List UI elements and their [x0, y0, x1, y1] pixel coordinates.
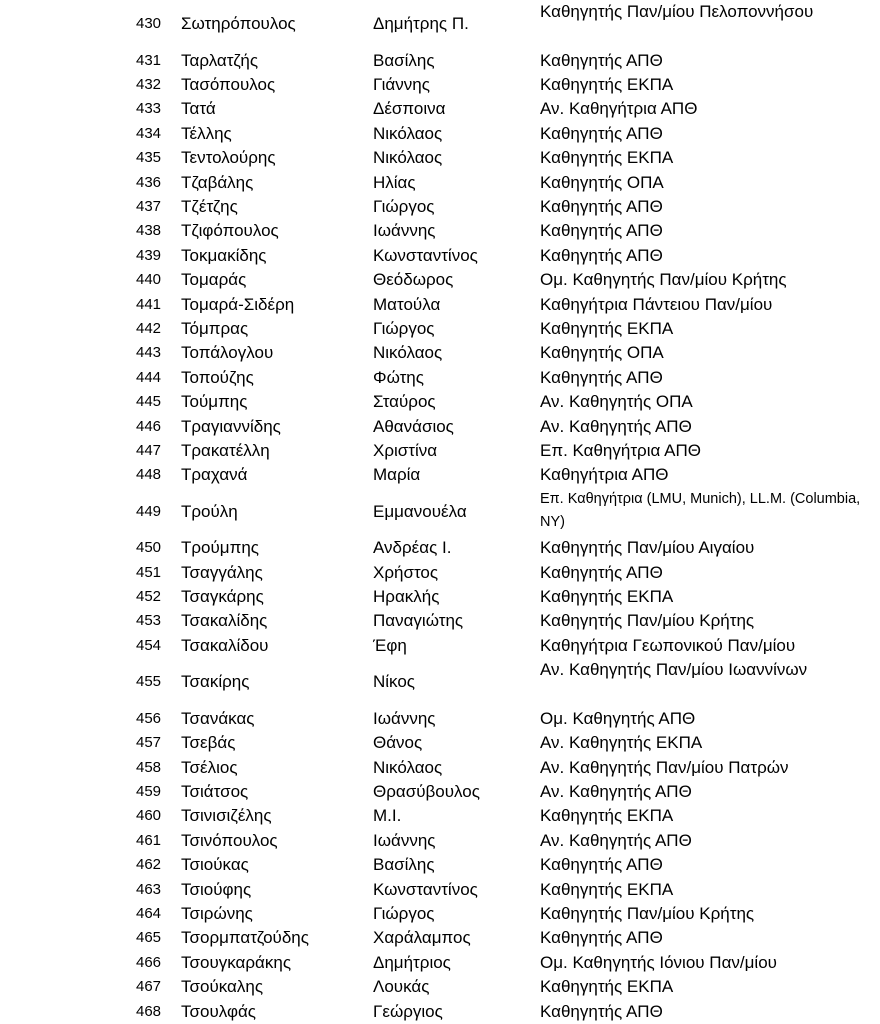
surname: Τσιάτσος: [181, 781, 249, 801]
table-row: [0, 293, 880, 317]
table-row: [0, 244, 880, 268]
surname: Τομαρά-Σιδέρη: [181, 294, 295, 314]
surname: Τσινόπουλος: [181, 830, 278, 850]
given-name: Ανδρέας Ι.: [373, 538, 452, 558]
table-row: [0, 731, 880, 755]
row-number: 441: [136, 295, 162, 313]
academic-title: Καθηγητής ΑΠΘ: [540, 221, 663, 241]
row-number: 435: [136, 149, 162, 167]
surname: Τσινισιζέλης: [181, 806, 272, 826]
given-name: Δημήτριος: [373, 952, 451, 972]
surname: Τσιρώνης: [181, 903, 253, 923]
table-row: [0, 926, 880, 950]
table-row: [0, 146, 880, 170]
given-name: Θεόδωρος: [373, 270, 454, 290]
academic-title: Καθηγητής ΕΚΠΑ: [540, 977, 674, 997]
academic-title: Ομ. Καθηγητής Παν/μίου Κρήτης: [540, 270, 787, 290]
given-name: Χρήστος: [373, 562, 439, 582]
table-row: [0, 366, 880, 390]
table-row: [0, 219, 880, 243]
table-row: [0, 439, 880, 463]
row-number: 443: [136, 344, 162, 362]
row-number: 430: [136, 15, 162, 32]
table-row: [0, 756, 880, 780]
surname: Τασόπουλος: [181, 74, 276, 94]
given-name: Νικόλαος: [373, 148, 443, 168]
row-number: 454: [136, 636, 162, 654]
row-number: 432: [136, 75, 162, 93]
row-number: 463: [136, 880, 162, 898]
row-number: 461: [136, 831, 162, 849]
given-name: Ιωάννης: [373, 221, 436, 241]
surname: Τσακαλίδης: [181, 611, 268, 631]
table-row: [0, 585, 880, 609]
surname: Τρούλη: [181, 501, 238, 521]
row-number: 438: [136, 222, 162, 240]
row-number: 431: [136, 51, 162, 69]
given-name: Βασίλης: [373, 855, 435, 875]
given-name: Βασίλης: [373, 50, 435, 70]
surname: Τρακατέλλη: [181, 440, 270, 460]
academic-title: Καθηγητής ΕΚΠΑ: [540, 148, 674, 168]
academic-title: Καθηγητής ΟΠΑ: [540, 172, 664, 192]
table-row: [0, 804, 880, 828]
given-name: Γιώργος: [373, 903, 435, 923]
academic-title: Αν. Καθηγητής ΕΚΠΑ: [540, 733, 703, 753]
given-name: Φώτης: [373, 367, 424, 387]
academic-title: Καθηγητής Παν/μίου Αιγαίου: [540, 538, 755, 558]
academic-title: Καθηγητής ΑΠΘ: [540, 123, 663, 143]
academic-title: Καθηγητής Παν/μίου Κρήτης: [540, 611, 755, 631]
academic-title: Καθηγητής ΑΠΘ: [540, 1001, 663, 1021]
surname: Τσεβάς: [181, 733, 236, 753]
given-name: Ματούλα: [373, 294, 441, 314]
table-row: [0, 317, 880, 341]
surname: Τσιούφης: [181, 879, 252, 899]
row-number: 434: [136, 124, 162, 142]
row-number: 436: [136, 173, 162, 191]
academic-title: Καθηγητής ΟΠΑ: [540, 343, 664, 363]
row-number: 451: [136, 563, 162, 581]
table-row: [0, 829, 880, 853]
given-name: Εμμανουέλα: [373, 501, 467, 521]
academic-title: Καθηγητής Παν/μίου Κρήτης: [540, 903, 755, 923]
given-name: Θάνος: [373, 733, 423, 753]
surname: Τσορμπατζούδης: [181, 928, 309, 948]
academic-title: Καθηγητής ΑΠΘ: [540, 562, 663, 582]
table-row: [0, 415, 880, 439]
surname: Τσούκαλης: [181, 977, 264, 997]
given-name: Μαρία: [373, 465, 421, 485]
academic-title: Καθηγητής ΕΚΠΑ: [540, 879, 674, 899]
row-number: 467: [136, 978, 162, 996]
academic-title: Αν. Καθηγητής ΑΠΘ: [540, 781, 692, 801]
academic-title: Καθηγητής ΕΚΠΑ: [540, 318, 674, 338]
given-name: Ηρακλής: [373, 587, 440, 606]
given-name: Γεώργιος: [373, 1001, 443, 1021]
academic-title: Αν. Καθηγητής ΑΠΘ: [540, 416, 692, 436]
surname: Τεντολούρης: [181, 148, 276, 168]
given-name: Γιώργος: [373, 196, 435, 216]
table-row: [0, 171, 880, 195]
table-row: [0, 390, 880, 414]
given-name: Χαράλαμπος: [373, 928, 471, 948]
academic-title: Ομ. Καθηγητής Ιόνιου Παν/μίου: [540, 952, 777, 972]
row-number: 442: [136, 319, 162, 337]
given-name: Νίκος: [373, 672, 415, 692]
row-number: 460: [136, 807, 162, 825]
academic-title: Αν. Καθηγητής Παν/μίου Ιωαννίνων: [540, 660, 808, 680]
surname: Σωτηρόπουλος: [181, 14, 296, 33]
surname: Τζέτζης: [181, 196, 238, 216]
row-number: 456: [136, 709, 162, 727]
table-row: [0, 73, 880, 97]
table-row: [0, 97, 880, 121]
table-row: [0, 853, 880, 877]
academic-title: Καθηγητής ΑΠΘ: [540, 50, 663, 70]
surname: Τσέλιος: [181, 757, 238, 777]
surname: Τσακίρης: [181, 672, 250, 692]
given-name: Νικόλαος: [373, 123, 443, 143]
given-name: Σταύρος: [373, 392, 436, 412]
surname: Τραχανά: [181, 465, 248, 485]
surname: Τατά: [181, 99, 216, 119]
surname: Τοπάλογλου: [181, 343, 274, 363]
table-row: [0, 122, 880, 146]
surname: Τέλλης: [181, 123, 232, 143]
surname: Τσαγγάλης: [181, 562, 263, 582]
academic-title: Καθηγητής ΑΠΘ: [540, 928, 663, 948]
table-row: [0, 268, 880, 292]
academic-title: Καθηγητής ΑΠΘ: [540, 855, 663, 875]
table-row: [0, 634, 880, 658]
given-name: Γιάννης: [373, 74, 430, 94]
table-row: [0, 463, 880, 487]
surname: Τσουγκαράκης: [181, 952, 292, 972]
row-number: 450: [136, 539, 162, 557]
row-number: 459: [136, 782, 162, 800]
surname: Τραγιαννίδης: [181, 416, 281, 436]
row-number: 448: [136, 466, 162, 484]
given-name: Ιωάννης: [373, 708, 436, 728]
surname: Τοκμακίδης: [181, 245, 267, 265]
given-name: Κωνσταντίνος: [373, 879, 478, 899]
given-name: Κωνσταντίνος: [373, 245, 478, 265]
given-name: Λουκάς: [373, 977, 430, 997]
given-name: Ιωάννης: [373, 830, 436, 850]
table-row: [0, 975, 880, 999]
row-number: 445: [136, 393, 162, 411]
surname: Ταρλατζής: [181, 50, 259, 70]
table-row: [0, 658, 880, 706]
academic-title: Αν. Καθηγητής ΑΠΘ: [540, 830, 692, 850]
given-name: Έφη: [373, 635, 407, 655]
surname: Τρούμπης: [181, 538, 259, 558]
row-number: 455: [136, 673, 162, 691]
table-row: [0, 195, 880, 219]
table-row: [0, 536, 880, 560]
row-number: 465: [136, 929, 162, 947]
surname: Τσουλφάς: [181, 1001, 256, 1021]
academic-title: Καθηγητής ΑΠΘ: [540, 196, 663, 216]
academic-title: Επ. Καθηγήτρια ΑΠΘ: [540, 440, 701, 460]
table-row: [0, 707, 880, 731]
row-number: 468: [136, 1002, 162, 1020]
row-number: 433: [136, 100, 162, 118]
surname: Τζιφόπουλος: [181, 221, 279, 241]
row-number: 440: [136, 271, 162, 289]
academic-title: Καθηγητής Παν/μίου Πελοποννήσου: [540, 2, 814, 21]
given-name: Νικόλαος: [373, 757, 443, 777]
academic-title: Αν. Καθηγήτρια ΑΠΘ: [540, 99, 698, 119]
given-name: Αθανάσιος: [373, 416, 454, 436]
surname: Τσανάκας: [181, 708, 255, 728]
row-number: 458: [136, 758, 162, 776]
table-row: [0, 49, 880, 73]
academic-title: Καθηγητής ΕΚΠΑ: [540, 74, 674, 94]
row-number: 446: [136, 417, 162, 435]
academic-title: Καθηγήτρια ΑΠΘ: [540, 465, 669, 485]
row-number: 466: [136, 953, 162, 971]
surname: Τούμπης: [181, 392, 248, 412]
surname: Τσακαλίδου: [181, 635, 269, 655]
row-number: 447: [136, 441, 162, 459]
table-row: [0, 341, 880, 365]
row-number: 453: [136, 612, 162, 630]
surname: Τσιούκας: [181, 855, 249, 875]
given-name: Μ.Ι.: [373, 806, 402, 826]
row-number: 464: [136, 904, 162, 922]
table-row: [0, 780, 880, 804]
table-row: [0, 1000, 880, 1024]
table-row: [0, 0, 880, 48]
table-row: [0, 561, 880, 585]
row-number: 452: [136, 588, 162, 605]
academic-title: Αν. Καθηγητής ΟΠΑ: [540, 392, 693, 412]
table-row: [0, 609, 880, 633]
academic-title: Καθηγήτρια Γεωπονικού Παν/μίου: [540, 635, 796, 655]
academic-title: Αν. Καθηγητής Παν/μίου Πατρών: [540, 757, 789, 777]
academic-title: Ομ. Καθηγητής ΑΠΘ: [540, 708, 696, 728]
academic-title: Επ. Καθηγήτρια (LMU, Munich), LL.M. (Columbia, NY): [540, 490, 861, 530]
row-number: 437: [136, 197, 162, 215]
surname: Τοπούζης: [181, 367, 254, 387]
academic-title: Καθηγητής ΑΠΘ: [540, 367, 663, 387]
row-number: 457: [136, 734, 162, 752]
academic-title: Καθηγητής ΑΠΘ: [540, 245, 663, 265]
row-number: 462: [136, 856, 162, 874]
given-name: Νικόλαος: [373, 343, 443, 363]
table-row: [0, 902, 880, 926]
given-name: Χριστίνα: [373, 440, 438, 460]
table-row: [0, 488, 880, 536]
row-number: 449: [136, 502, 162, 520]
surname: Τζαβάλης: [181, 172, 254, 192]
table-row: [0, 878, 880, 902]
given-name: Γιώργος: [373, 318, 435, 338]
given-name: Παναγιώτης: [373, 611, 464, 631]
given-name: Ηλίας: [373, 172, 416, 192]
academic-title: Καθηγητής ΕΚΠΑ: [540, 587, 674, 606]
surname: Τσαγκάρης: [181, 587, 264, 606]
given-name: Θρασύβουλος: [373, 781, 480, 801]
academic-title: Καθηγήτρια Πάντειου Παν/μίου: [540, 294, 773, 314]
given-name: Δημήτρης Π.: [373, 14, 469, 33]
surname: Τομαράς: [181, 270, 247, 290]
surname: Τόμπρας: [181, 318, 249, 338]
academic-title: Καθηγητής ΕΚΠΑ: [540, 806, 674, 826]
row-number: 439: [136, 246, 162, 264]
given-name: Δέσποινα: [373, 99, 446, 119]
table-row: [0, 951, 880, 975]
row-number: 444: [136, 368, 162, 386]
